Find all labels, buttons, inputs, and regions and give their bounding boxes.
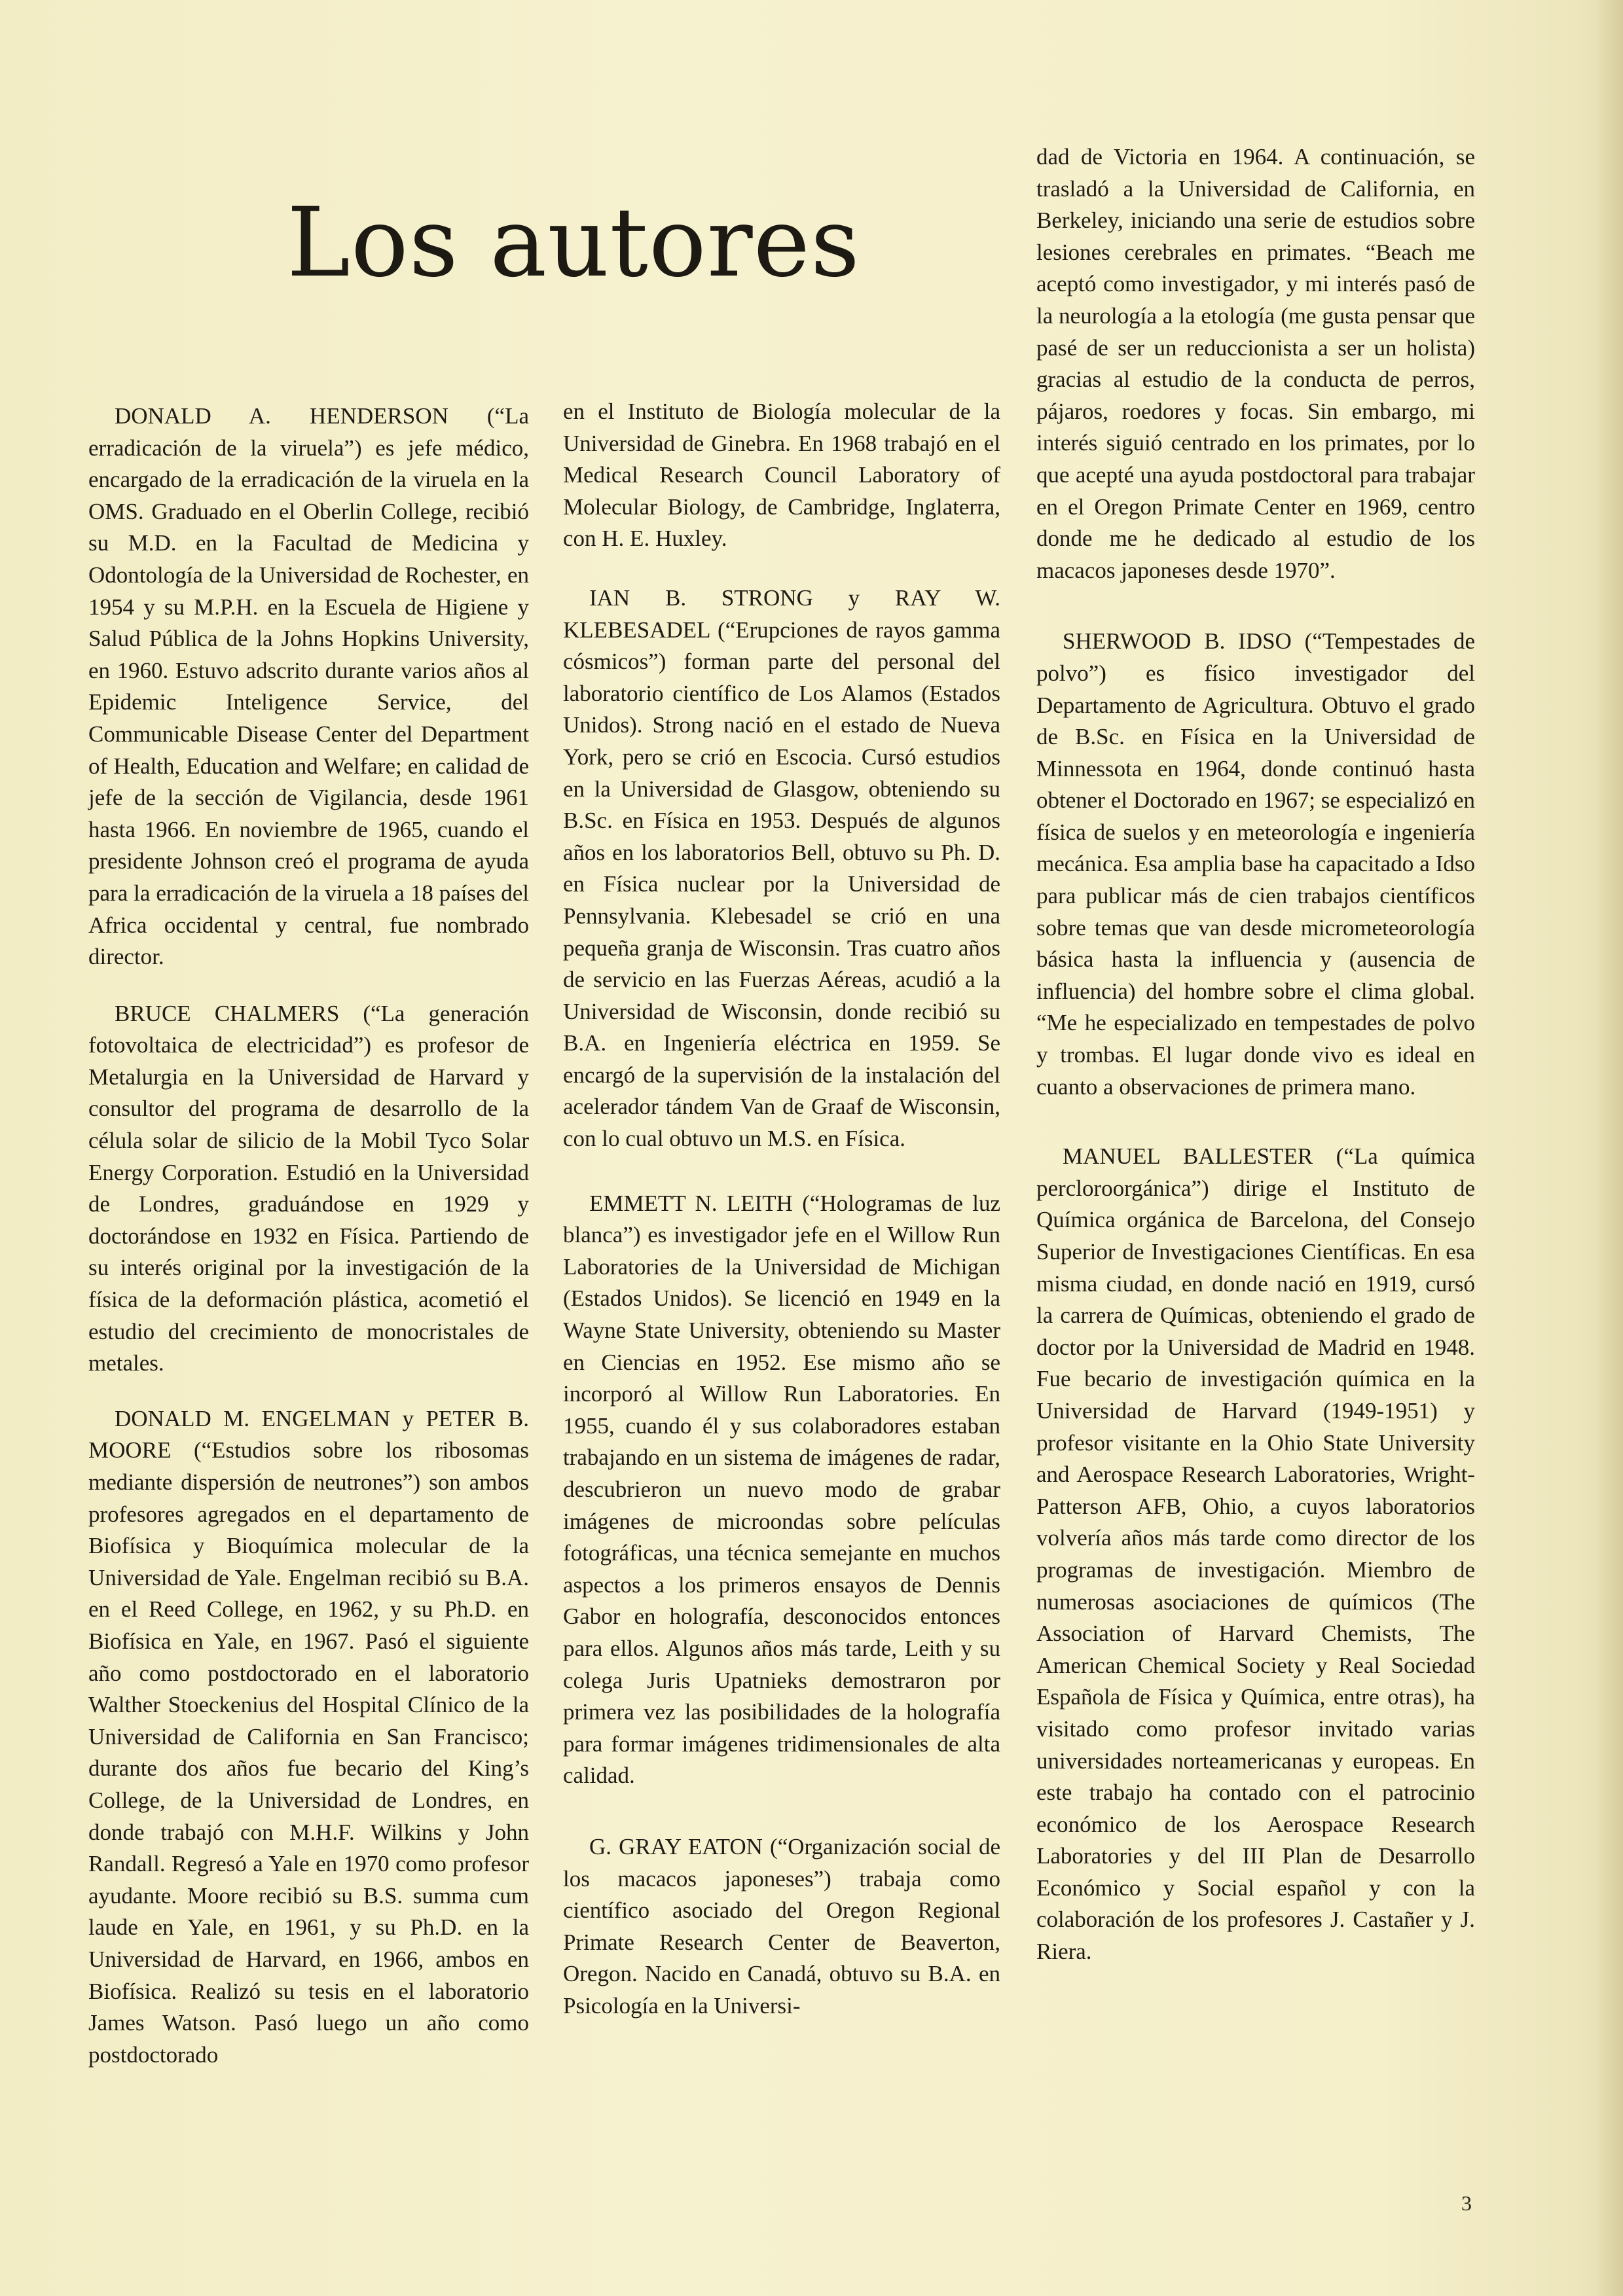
page-edge-shadow (1597, 0, 1623, 2296)
page-title: Los autores (287, 187, 860, 298)
bio-engelman-moore-part-2: en el Instituto de Biología molecular de la Universidad de Ginebra. En 1968 trabajó en el Medical Research Council Laboratory of Molecular Biology, de Cambridge, Inglaterra, con H. E. Huxley. (563, 399, 1000, 552)
page-number: 3 (1461, 2191, 1472, 2215)
text-column-3 (1036, 141, 1475, 1968)
text-column-1 (88, 401, 529, 2071)
bio-engelman-moore-part-1: DONALD M. ENGELMAN y PETER B. MOORE (“Estudios sobre los ribosomas mediante dispersión de neutrones”) son ambos profesores agregados en el departamento de Biofísica y Bioquímica molecular de la Universidad de Yale. Engelman recibió su B.A. en el Reed College, en 1962, y su Ph.D. en Biofísica en Yale, en 1967. Pasó el siguiente año como postdoctorado en el laboratorio Walther Stoeckenius del Hospital Clínico de la Universidad de California en San Francisco; durante dos años fue becario del King’s College, de la Universidad de Londres, en donde trabajó con M.H.F. Wilkins y John Randall. Regresó a Yale en 1970 como profesor ayudante. Moore recibió su B.S. summa cum laude en Yale, en 1961, y su Ph.D. en la Universidad de Harvard, en 1966, ambos en Biofísica. Realizó su tesis en el laboratorio James Watson. Pasó luego un año como postdoctorado (88, 1405, 529, 2068)
bio-idso: SHERWOOD B. IDSO (“Tempestades de polvo”) es físico investigador del Departamento de Agricultura. Obtuvo el grado de B.Sc. en Física en la Universidad de Minnessota en 1964, donde continuó hasta obtener el Doctorado en 1967; se especializó en física de suelos y en meteorología e ingeniería mecánica. Esa amplia base ha capacitado a Idso para publicar más de cien trabajos científicos sobre temas que van desde micrometeorología básica hasta la influencia y (ausencia de influencia) del hombre sobre el clima global. “Me he especializado en tempestades de polvo y trombas. El lugar donde vivo es ideal en cuanto a observaciones de primera mano. (1036, 628, 1475, 1100)
bio-henderson: DONALD A. HENDERSON (“La erradicación de la viruela”) es jefe médico, encargado de la erradicación de la viruela en la OMS. Graduado en el Oberlin College, recibió su M.D. en la Facultad de Medicina y Odontología de la Universidad de Rochester, en 1954 y su M.P.H. en la Escuela de Higiene y Salud Pública de la Johns Hopkins University, en 1960. Estuvo adscrito durante varios años al Epidemic Inteligence Service, del Communicable Disease Center del Department of Health, Education and Welfare; en calidad de jefe de la sección de Vigilancia, desde 1961 hasta 1966. En noviembre de 1965, cuando el presidente Johnson creó el programa de ayuda para la erradicación de la viruela a 18 países del Africa occidental y central, fue nombrado director. (88, 403, 529, 970)
bio-strong-klebesadel: IAN B. STRONG y RAY W. KLEBESADEL (“Erupciones de rayos gamma cósmicos”) forman parte del personal del laboratorio científico de Los Alamos (Estados Unidos). Strong nació en el estado de Nueva York, pero se crió en Escocia. Cursó estudios en la Universidad de Glasgow, obteniendo su B.Sc. en Física en 1953. Después de algunos años en los laboratorios Bell, obtuvo su Ph. D. en Física nuclear por la Universidad de Pennsylvania. Klebesadel se crió en una pequeña granja de Wisconsin. Tras cuatro años de servicio en las Fuerzas Aéreas, acudió a la Universidad de Wisconsin, donde recibió su B.A. en Ingeniería eléctrica en 1959. Se encargó de la supervisión de la instalación del acelerador tándem Van de Graaf de Wisconsin, con lo cual obtuvo un M.S. en Física. (563, 584, 1000, 1152)
bio-leith: EMMETT N. LEITH (“Hologramas de luz blanca”) es investigador jefe en el Willow Run Laboratories de la Universidad de Michigan (Estados Unidos). Se licenció en 1949 en la Wayne State University, obteniendo su Master en Ciencias en 1952. Ese mismo año se incorporó al Willow Run Laboratories. En 1955, cuando él y sus colaboradores estaban trabajando en un sistema de imágenes de radar, descubrieron un nuevo modo de grabar imágenes de microondas sobre películas fotográficas, una técnica semejante en muchos aspectos a los primeros ensayos de Dennis Gabor en holografía, desconocidos entonces para ellos. Algunos años más tarde, Leith y su colega Juris Upatnieks demostraron por primera vez las posibilidades de la holografía para formar imágenes tridimensionales de alta calidad. (563, 1190, 1000, 1789)
bio-ballester: MANUEL BALLESTER (“La química percloroorgánica”) dirige el Instituto de Química orgánica de Barcelona, del Consejo Superior de Investigaciones Científicas. En esa misma ciudad, en donde nació en 1919, cursó la carrera de Químicas, obteniendo el grado de doctor por la Universidad de Madrid en 1948. Fue becario de investigación química en la Universidad de Harvard (1949-1951) y profesor visitante en la Ohio State University and Aerospace Research Laboratories, Wright-Patterson AFB, Ohio, a cuyos laboratorios volvería años más tarde como director de los programas de investigación. Miembro de numerosas asociaciones de químicos (The Association of Harvard Chemists, The American Chemical Society y Real Sociedad Española de Física y Química, entre otras), ha visitado como profesor invitado varias universidades norteamericanas y europeas. En este trabajo ha contado con el patrocinio económico de los Aerospace Research Laboratories y del III Plan de Desarrollo Económico y Social español y con la colaboración de los profesores J. Castañer y J. Riera. (1036, 1143, 1475, 1965)
bio-eaton-part-2: dad de Victoria en 1964. A continuación, se trasladó a la Universidad de California, en Berkeley, iniciando una serie de estudios sobre lesiones cerebrales en primates. “Beach me aceptó como investigador, y mi interés pasó de la neurología a la etología (me gusta pensar que pasé de ser un reduccionista a ser un holista) gracias al estudio de la conducta de perros, pájaros, roedores y focas. Sin embargo, mi interés siguió centrado en los primates, por lo que acepté una ayuda postdoctoral para trabajar en el Oregon Primate Center en 1969, centro donde me he dedicado al estudio de los macacos japoneses desde 1970”. (1036, 144, 1475, 583)
bio-eaton-part-1: G. GRAY EATON (“Organización social de los macacos japoneses”) trabaja como científico asociado del Oregon Regional Primate Research Center de Beaverton, Oregon. Nacido en Canadá, obtuvo su B.A. en Psicología en la Universi- (563, 1833, 1000, 2018)
text-column-2 (563, 396, 1000, 2022)
bio-chalmers: BRUCE CHALMERS (“La generación fotovoltaica de electricidad”) es profesor de Metalurgia en la Universidad de Harvard y consultor del programa de desarrollo de la célula solar de silicio de la Mobil Tyco Solar Energy Corporation. Estudió en la Universidad de Londres, graduándose en 1929 y doctorándose en 1932 en Física. Partiendo de su interés original por la investigación de la física de la deformación plástica, acometió el estudio del crecimiento de monocristales de metales. (88, 1000, 529, 1376)
